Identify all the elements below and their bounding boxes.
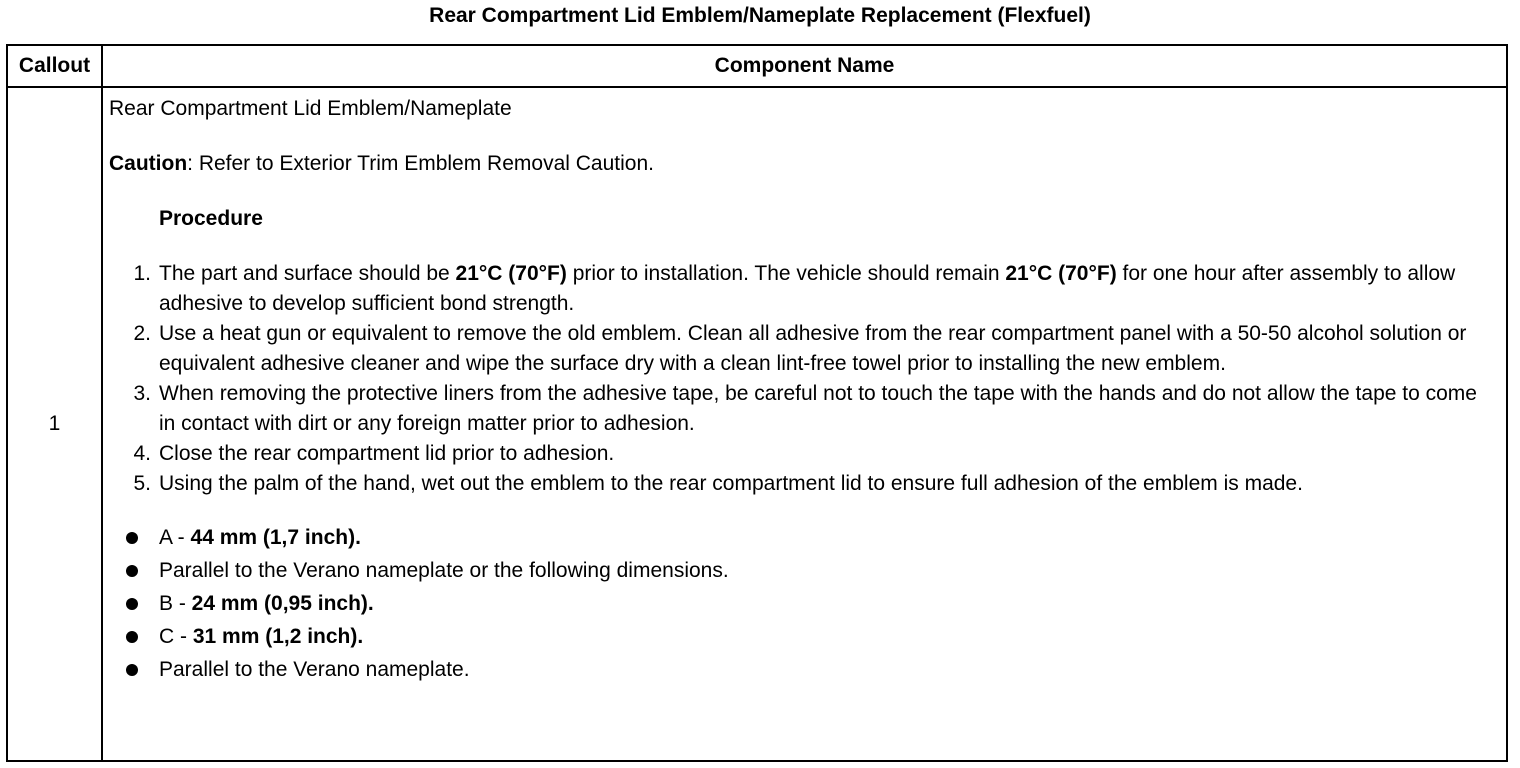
procedure-step: [109, 259, 1498, 319]
bold-text: 21°C (70°F): [455, 262, 567, 285]
procedure-heading: Procedure: [159, 207, 263, 230]
bullet-text: [159, 655, 470, 685]
text-segment: B -: [159, 591, 192, 615]
bullet-icon: [109, 598, 159, 610]
step-number: 2.: [133, 322, 151, 345]
bullet-icon: [109, 532, 159, 544]
procedure-step: [109, 469, 1498, 499]
text-segment: A -: [159, 525, 191, 549]
text-segment: When removing the protective liners from the adhesive tape, be careful not to touch the tape with the hands and do not allow the tape to come in contact with dirt or any foreign matter prior to adhesion.: [159, 382, 1477, 435]
dimension-bullets: [109, 521, 1498, 686]
bullet-item: [109, 653, 1498, 686]
procedure-steps: [109, 259, 1498, 499]
table-header-row: [7, 45, 1507, 87]
bullet-icon: [109, 565, 159, 577]
bullet-icon: [109, 664, 159, 676]
bold-text: 31 mm (1,2 inch).: [192, 624, 364, 648]
text-segment: Parallel to the Verano nameplate or the following dimensions.: [159, 558, 729, 582]
bullet-text: [159, 556, 729, 586]
component-name-column-header: Component Name: [102, 45, 1507, 87]
text-segment: Using the palm of the hand, wet out the emblem to the rear compartment lid to ensure full adhesion of the emblem is made.: [159, 472, 1303, 495]
bold-text: 21°C (70°F): [1005, 262, 1117, 285]
step-text: [159, 439, 1498, 469]
callout-column-header: Callout: [7, 45, 102, 87]
text-segment: Use a heat gun or equivalent to remove the old emblem. Clean all adhesive from the rear compartment panel with a 50-50 alcohol solution or equivalent adhesive cleaner and wipe the surface dry with a clean lint-free towel prior to installing the new emblem.: [159, 322, 1467, 375]
step-number: 1.: [133, 262, 151, 285]
step-text: [159, 469, 1498, 499]
caution-text: : Refer to Exterior Trim Emblem Removal Caution.: [187, 152, 654, 175]
procedure-step: [109, 319, 1498, 379]
step-text: [159, 379, 1498, 439]
bullet-icon: [109, 631, 159, 643]
caution-note: [109, 149, 1498, 179]
bullet-text: [159, 622, 363, 652]
bullet-text: [159, 523, 361, 553]
text-segment: Parallel to the Verano nameplate.: [159, 657, 470, 681]
bullet-item: [109, 587, 1498, 620]
step-text: [159, 319, 1498, 379]
step-number: 3.: [133, 382, 151, 405]
table-row: [7, 87, 1507, 761]
text-segment: C -: [159, 624, 193, 648]
step-text: [159, 259, 1498, 319]
callout-number: 1: [7, 87, 102, 761]
component-table: [6, 44, 1508, 762]
text-segment: The part and surface should be: [159, 262, 456, 285]
bullet-text: [159, 589, 374, 619]
text-segment: prior to installation. The vehicle should remain: [566, 262, 1006, 285]
text-segment: for one hour after assembly to allow adhesive to develop sufficient bond strength.: [159, 262, 1456, 315]
text-segment: Close the rear compartment lid prior to adhesion.: [159, 442, 615, 465]
procedure-step: [109, 439, 1498, 469]
step-number: 5.: [133, 472, 151, 495]
procedure-step: [109, 379, 1498, 439]
step-number: 4.: [133, 442, 151, 465]
bullet-item: [109, 554, 1498, 587]
component-name: Rear Compartment Lid Emblem/Nameplate: [109, 97, 512, 120]
bullet-item: [109, 620, 1498, 653]
bold-text: 24 mm (0,95 inch).: [191, 591, 374, 615]
component-details: [102, 87, 1507, 761]
bold-text: 44 mm (1,7 inch).: [190, 525, 361, 549]
bullet-item: [109, 521, 1498, 554]
document-title: Rear Compartment Lid Emblem/Nameplate Replacement (Flexfuel): [429, 4, 1091, 27]
caution-label: Caution: [109, 152, 188, 175]
